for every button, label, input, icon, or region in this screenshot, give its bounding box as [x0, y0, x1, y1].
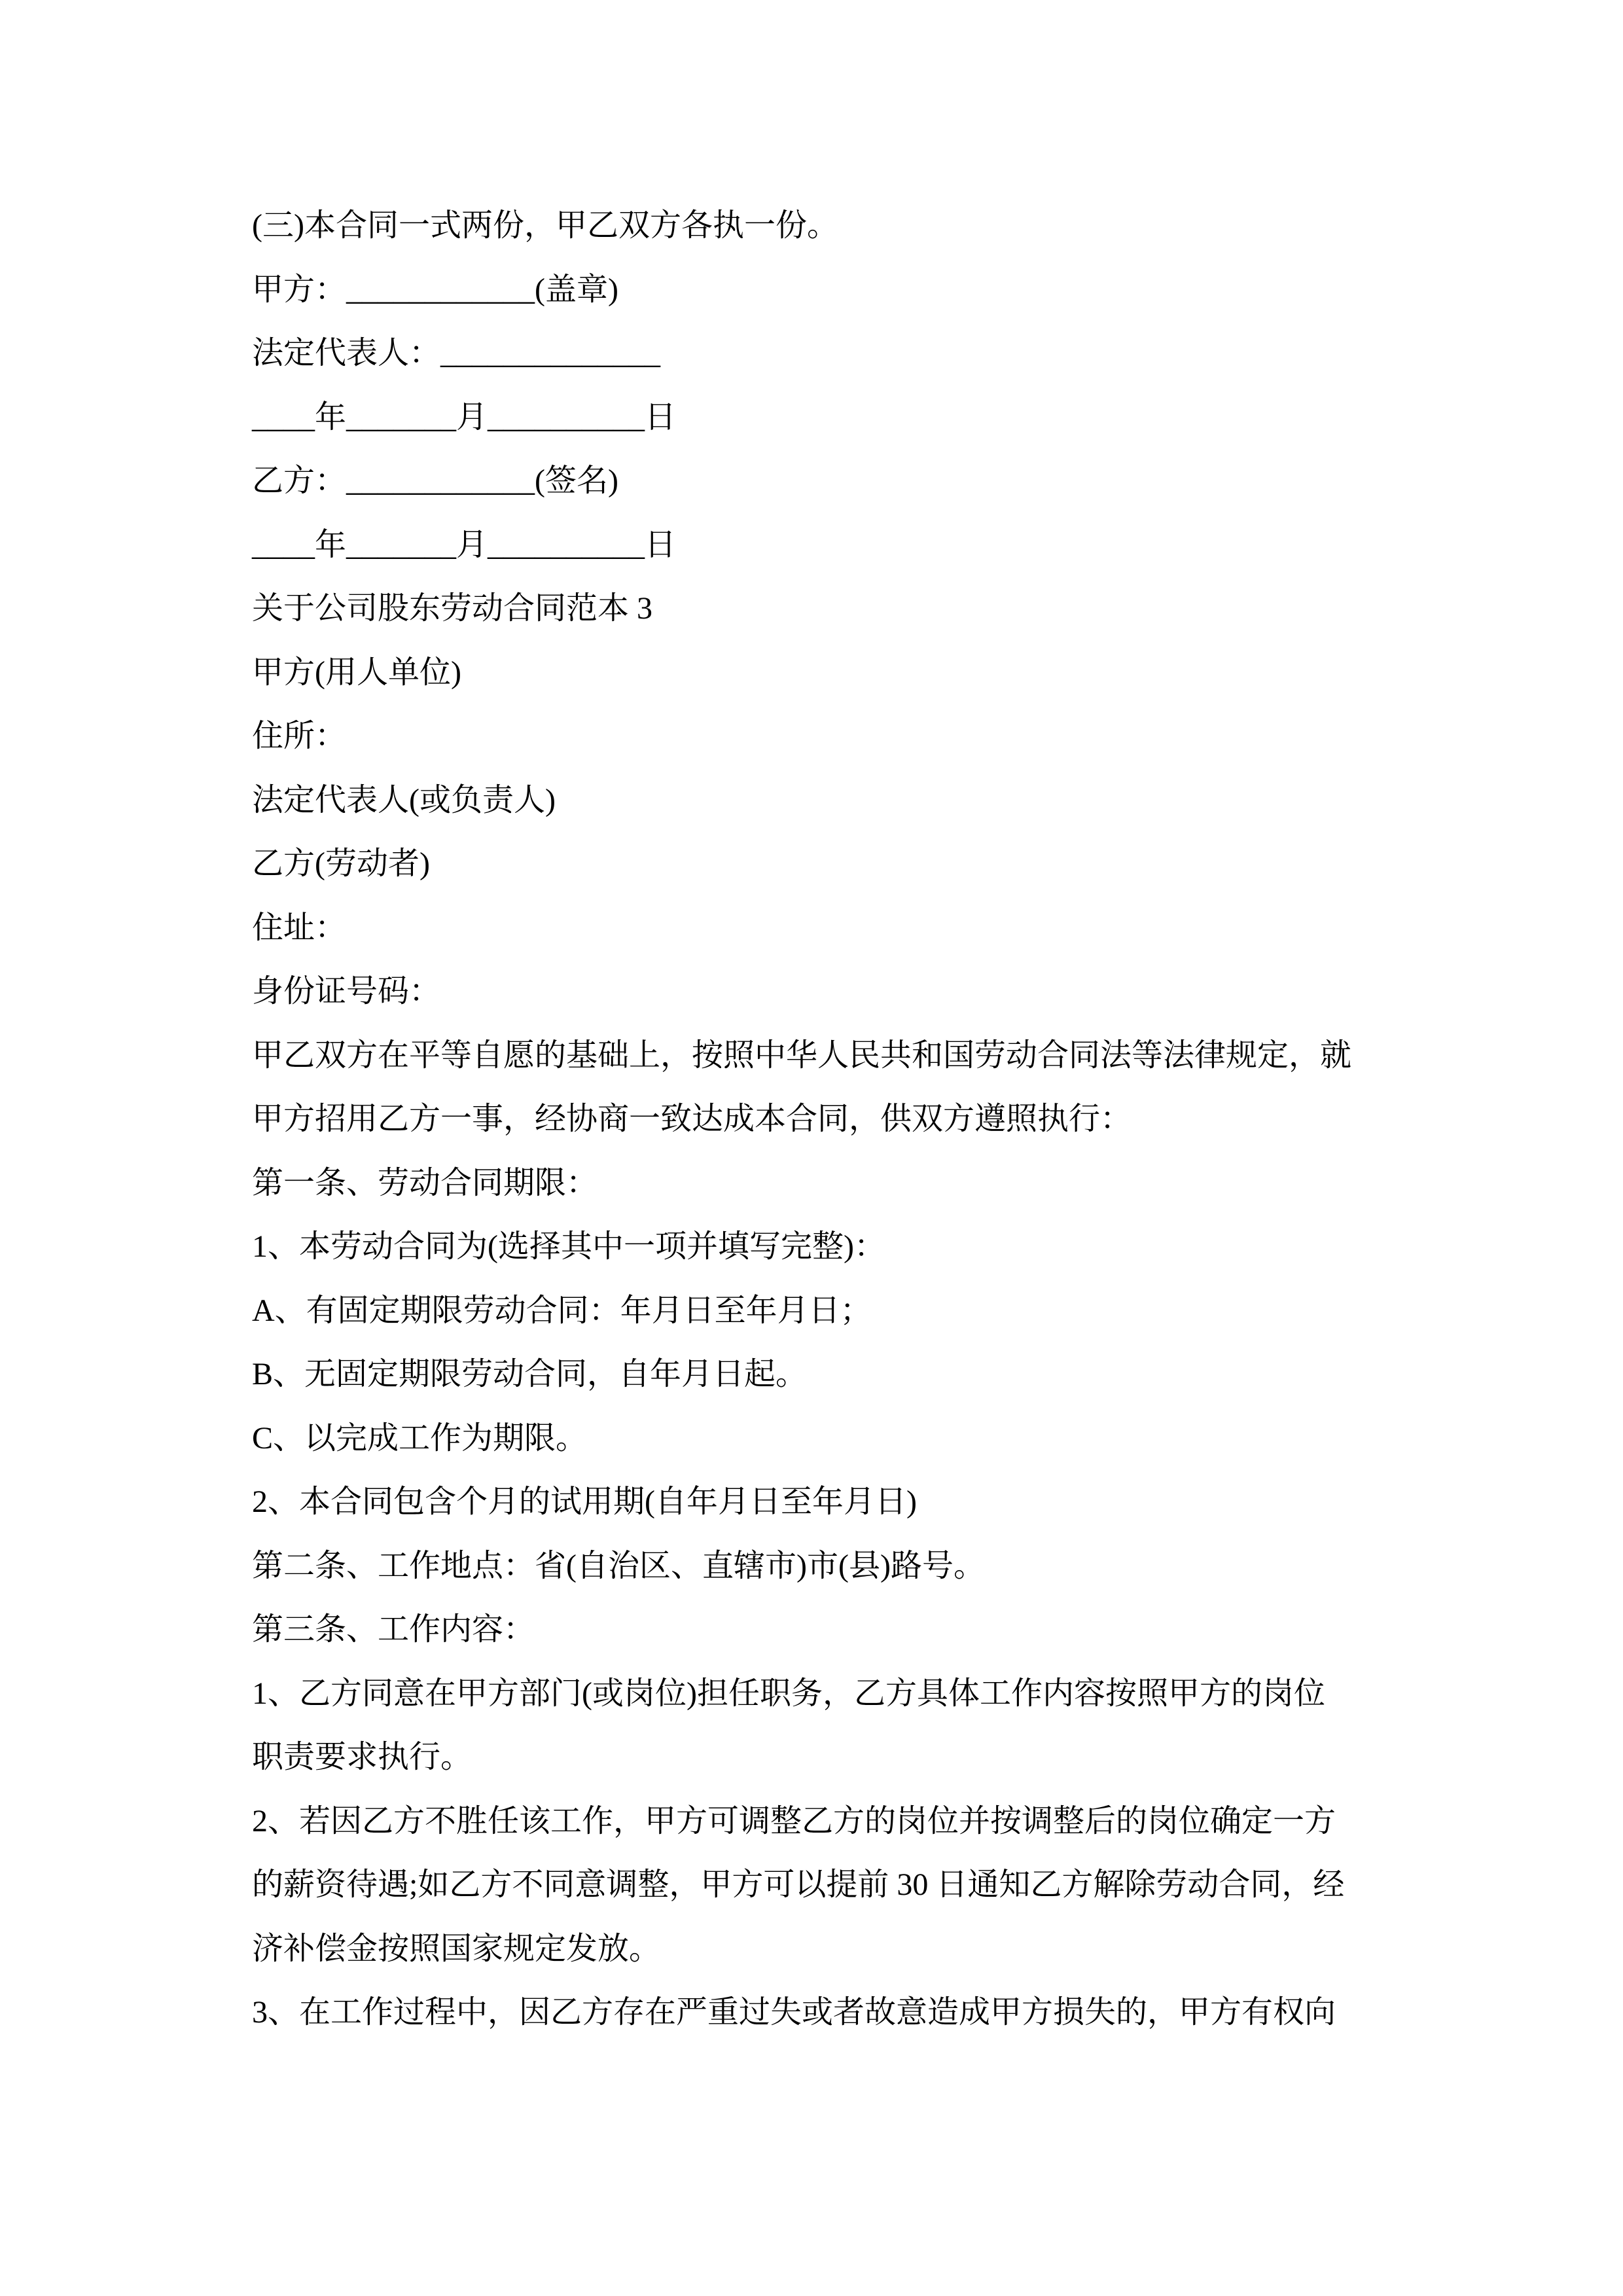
document-line: 乙方(劳动者): [252, 846, 430, 881]
document-line: 乙方：____________(签名): [252, 463, 618, 498]
document-line: 2、本合同包含个月的试用期(自年月日至年月日): [252, 1484, 917, 1519]
document-line: ____年_______月__________日: [252, 399, 677, 435]
document-line: 甲方(用人单位): [252, 655, 461, 690]
document-line: 甲方招用乙方一事，经协商一致达成本合同，供双方遵照执行：: [252, 1102, 1132, 1136]
document-line: 住所：: [252, 719, 347, 753]
document-line: 法定代表人(或负责人): [252, 782, 556, 817]
document-line: 济补偿金按照国家规定发放。: [252, 1931, 661, 1966]
document-line: B、无固定期限劳动合同，自年月日起。: [252, 1357, 808, 1391]
document-line: 1、本劳动合同为(选择其中一项并填写完整)：: [252, 1229, 885, 1264]
document-line: ____年_______月__________日: [252, 527, 677, 562]
document-line: 2、若因乙方不胜任该工作，甲方可调整乙方的岗位并按调整后的岗位确定一方: [252, 1803, 1336, 1839]
document-line: C、以完成工作为期限。: [252, 1420, 588, 1456]
document-line: 1、乙方同意在甲方部门(或岗位)担任职务，乙方具体工作内容按照甲方的岗位: [252, 1676, 1325, 1711]
document-line: 3、在工作过程中，因乙方存在严重过失或者故意造成甲方损失的，甲方有权向: [252, 1995, 1336, 2030]
document-line: 住址：: [252, 910, 347, 945]
document-line: 法定代表人：______________: [252, 336, 661, 370]
document-line: 的薪资待遇;如乙方不同意调整，甲方可以提前 30 日通知乙方解除劳动合同，经: [252, 1867, 1345, 1902]
document-line: 第三条、工作内容：: [252, 1612, 535, 1647]
document-line: (三)本合同一式两份，甲乙双方各执一份。: [252, 208, 838, 243]
document-line: 身份证号码：: [252, 974, 441, 1009]
document-line: 职责要求执行。: [252, 1740, 473, 1774]
document-line: A、有固定期限劳动合同：年月日至年月日；: [252, 1293, 872, 1328]
document-body: [252, 194, 1430, 2045]
document-line: 甲乙双方在平等自愿的基础上，按照中华人民共和国劳动合同法等法律规定，就: [252, 1037, 1352, 1073]
document-line: 第一条、劳动合同期限：: [252, 1165, 598, 1200]
document-line: 第二条、工作地点：省(自治区、直辖市)市(县)路号。: [252, 1548, 985, 1583]
document-line: 甲方：____________(盖章): [252, 272, 618, 307]
document-line: 关于公司股东劳动合同范本 3: [252, 591, 653, 626]
